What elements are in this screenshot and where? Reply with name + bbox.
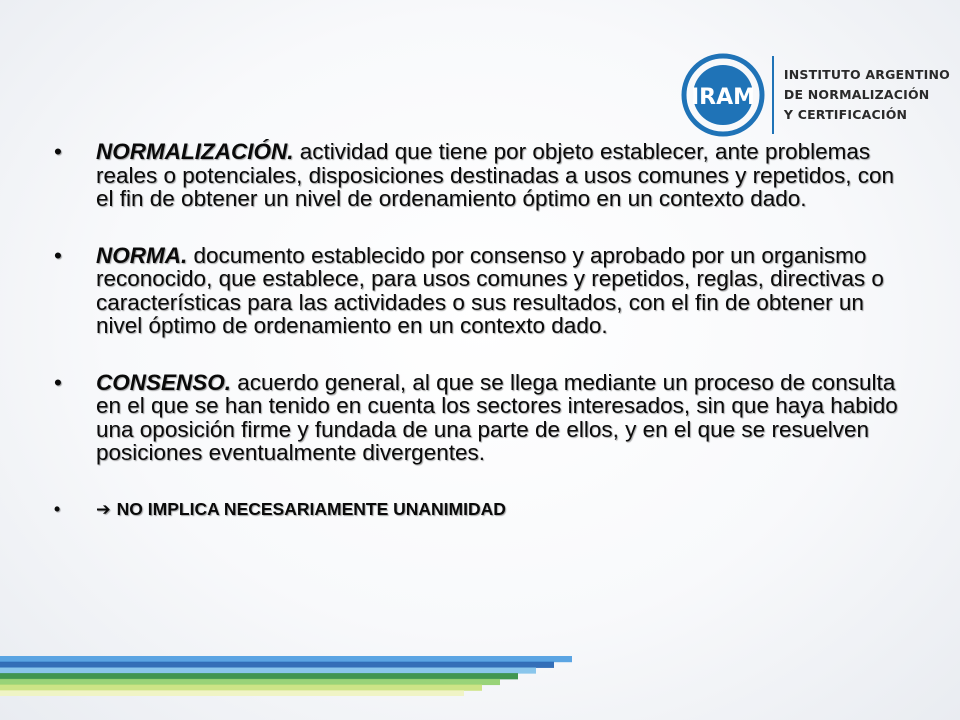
definition-text: actividad que tiene por objeto establecer, ante problemas reales o potenciales, disposiciones destinadas a usos comunes y repetidos, con el fin de obtener un nivel de ordenamiento óptimo en un contexto dado. xyxy=(96,139,894,211)
definition-normalizacion xyxy=(54,140,914,211)
bullet: • xyxy=(54,369,62,395)
stripe-band xyxy=(0,662,554,668)
bullet: • xyxy=(54,242,62,268)
stripe-band xyxy=(0,679,500,685)
iram-logo xyxy=(680,50,950,140)
stripe-band xyxy=(0,673,518,679)
logo-line-1: INSTITUTO ARGENTINO xyxy=(783,67,950,82)
stripe-band xyxy=(0,656,572,662)
arrow-right-icon: ➔ xyxy=(96,499,111,520)
bullet: • xyxy=(54,139,62,164)
term-norma: NORMA. xyxy=(96,242,188,268)
iram-logo-mark-text: IRAM xyxy=(690,85,756,110)
stripe-band xyxy=(0,667,536,673)
conclusion-text: NO IMPLICA NECESARIAMENTE UNANIMIDAD xyxy=(116,498,506,519)
decorative-stripes xyxy=(0,656,572,696)
definition-text: documento establecido por consenso y aprobado por un organismo reconocido, que establece, para usos comunes y repetidos, reglas, directivas o características para las actividades o sus resultados, con el fin de obtener un nivel óptimo de ordenamiento en un contexto dado. xyxy=(96,242,884,338)
term-consenso: CONSENSO. xyxy=(96,369,232,395)
conclusion-line xyxy=(54,498,914,523)
term-normalizacion: NORMALIZACIÓN. xyxy=(96,139,294,164)
definition-consenso xyxy=(54,371,914,465)
logo-line-3: Y CERTIFICACIÓN xyxy=(783,107,908,122)
definition-text: acuerdo general, al que se llega mediante un proceso de consulta en el que se han tenido en cuenta los sectores interesados, sin que haya habido una oposición firme y fundada de una parte de ellos, y en el que se resuelven posiciones eventualmente divergentes. xyxy=(96,369,898,465)
logo-line-2: DE NORMALIZACIÓN xyxy=(783,87,930,102)
stripe-band xyxy=(0,690,464,696)
iram-logo-mark xyxy=(680,52,766,138)
logo-wordmark xyxy=(784,65,950,125)
bullet: • xyxy=(54,498,61,519)
definition-norma xyxy=(54,244,914,338)
definitions-list xyxy=(54,140,914,555)
logo-divider xyxy=(772,56,774,134)
stripe-band xyxy=(0,685,482,691)
